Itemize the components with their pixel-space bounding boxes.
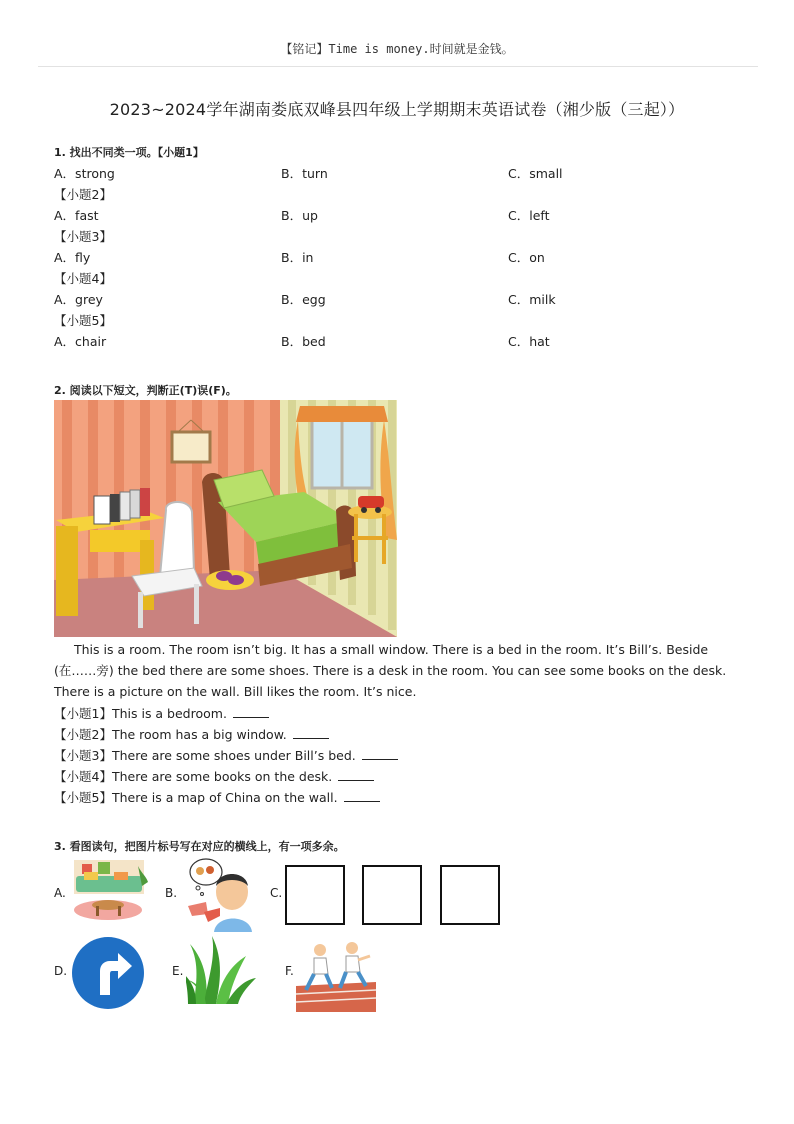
answer-blank[interactable] <box>362 749 398 760</box>
q2-item-1 <box>54 704 269 722</box>
answer-blank[interactable] <box>344 791 380 802</box>
answer-blank[interactable] <box>338 770 374 781</box>
answer-blank[interactable] <box>293 728 329 739</box>
running-boys-icon <box>296 938 376 1012</box>
q2-passage: This is a room. The room isn’t big. It has a small window. There is a bed in the room. It’s Bill’s. Beside (在……旁) the bed there are some shoes. There is a desk in the room. You can see some books on the desk. There is a picture on the wall. Bill likes the room. It’s nice. <box>54 642 727 699</box>
q2-item-1-text: 【小题1】This is a bedroom. <box>54 706 227 721</box>
header-motto: 【铭记】Time is money.时间就是金钱。 <box>280 42 514 56</box>
q2-item-2-text: 【小题2】The room has a big window. <box>54 727 287 742</box>
answer-box-1[interactable] <box>285 865 345 925</box>
q1-3-label: 【小题3】 <box>54 229 112 244</box>
q3-label-f: F. <box>285 964 294 978</box>
q1-1-option-c: C．small <box>508 166 563 181</box>
q1-3-option-c: C．on <box>508 250 545 265</box>
q2-item-5 <box>54 788 380 806</box>
exam-title: 2023~2024学年湖南娄底双峰县四年级上学期期末英语试卷（湘少版（三起）） <box>109 100 685 119</box>
q1-3-option-a: A．fly <box>54 250 91 265</box>
q1-stem: 1. 找出不同类一项。【小题1】 <box>54 146 204 159</box>
q1-1-option-a: A．strong <box>54 166 115 181</box>
q3-label-c: C. <box>270 886 283 900</box>
q1-4-option-c: C．milk <box>508 292 556 307</box>
answer-blank[interactable] <box>233 707 269 718</box>
q2-item-5-text: 【小题5】There is a map of China on the wall. <box>54 790 338 805</box>
q3-label-d: D. <box>54 964 68 978</box>
q3-label-e: E. <box>172 964 184 978</box>
q3-label-b: B. <box>165 886 178 900</box>
q2-item-3-text: 【小题3】There are some shoes under Bill’s bed. <box>54 748 356 763</box>
q1-5-option-b: B．bed <box>281 334 326 349</box>
hungry-boy-icon <box>180 856 262 932</box>
q2-item-3 <box>54 746 398 764</box>
q2-stem: 2. 阅读以下短文，判断正(T)误(F)。 <box>54 384 237 397</box>
answer-box-2[interactable] <box>362 865 422 925</box>
q1-2-option-b: B．up <box>281 208 318 223</box>
q1-4-option-b: B．egg <box>281 292 326 307</box>
q2-item-2 <box>54 725 329 743</box>
q1-5-option-a: A．chair <box>54 334 107 349</box>
q1-5-label: 【小题5】 <box>54 313 112 328</box>
q1-2-label: 【小题2】 <box>54 187 112 202</box>
q3-stem: 3. 看图读句，把图片标号写在对应的横线上，有一项多余。 <box>54 840 345 853</box>
q1-4-label: 【小题4】 <box>54 271 112 286</box>
q1-2-option-c: C．left <box>508 208 550 223</box>
answer-box-3[interactable] <box>440 865 500 925</box>
header-divider <box>38 66 758 67</box>
q3-label-a: A. <box>54 886 66 900</box>
q2-item-4 <box>54 767 374 785</box>
grass-icon <box>186 934 258 1008</box>
q1-2-option-a: A．fast <box>54 208 99 223</box>
q2-item-4-text: 【小题4】There are some books on the desk. <box>54 769 333 784</box>
turn-right-sign-icon <box>68 933 148 1013</box>
q1-3-option-b: B．in <box>281 250 314 265</box>
q1-5-option-c: C．hat <box>508 334 550 349</box>
q1-4-option-a: A．grey <box>54 292 103 307</box>
living-room-icon <box>68 858 150 928</box>
bedroom-illustration <box>54 400 397 637</box>
q1-1-option-b: B．turn <box>281 166 328 181</box>
